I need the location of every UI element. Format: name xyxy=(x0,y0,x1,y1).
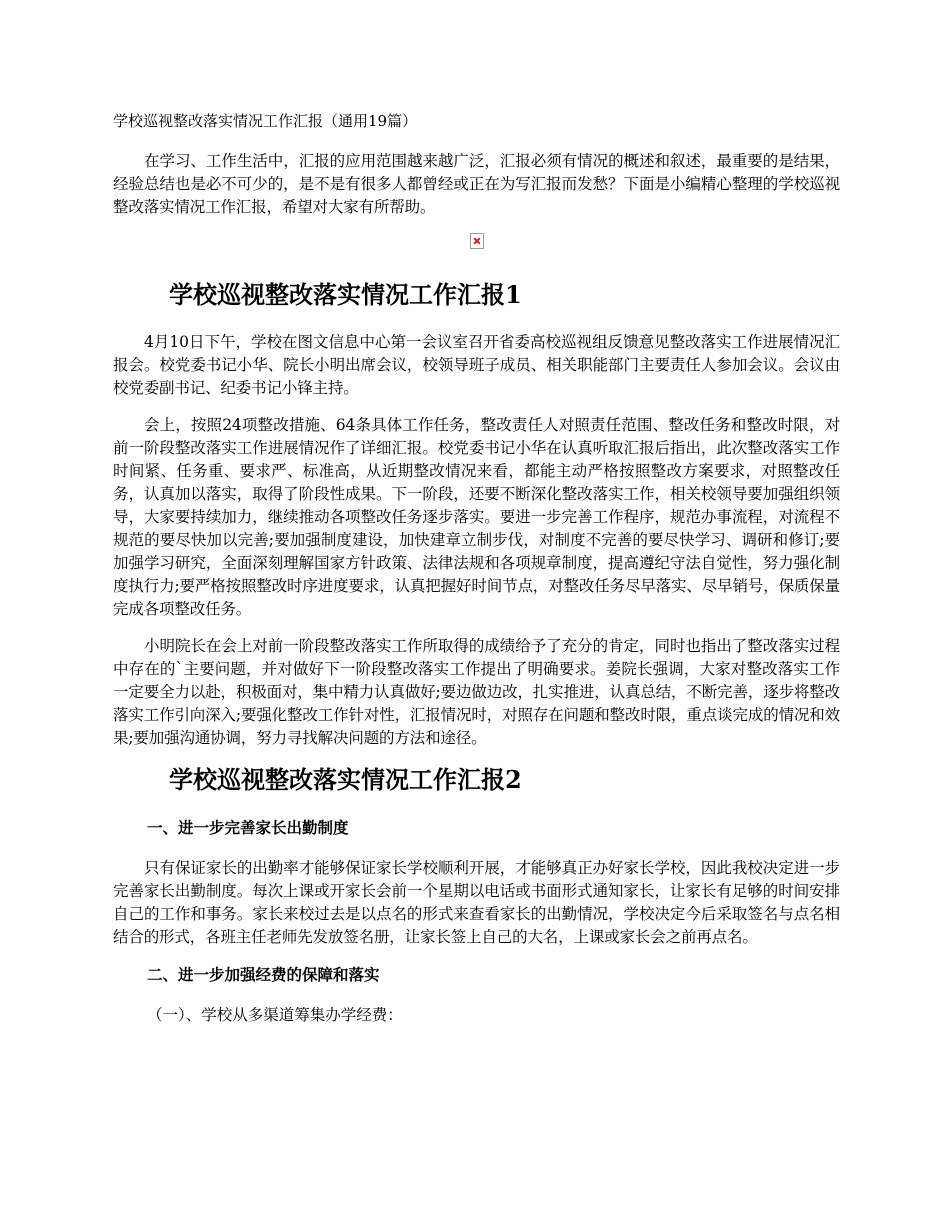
image-placeholder xyxy=(113,233,840,253)
section-heading-2: 学校巡视整改落实情况工作汇报2 xyxy=(169,765,522,794)
document-title: 学校巡视整改落实情况工作汇报（通用19篇） xyxy=(113,112,418,130)
section-1-paragraph-2: 会上，按照24项整改措施、64条具体工作任务，整改责任人对照责任范围、整改任务和整改时限，对前一阶段整改落实工作进展情况作了详细汇报。校党委书记小华在认真听取汇报后指出，此次整改落实工作时间紧、任务重、要求严、标准高，从近期整改情况来看，都能主动严格按照整改方案要求，对照整改任务，认真加以落实，取得了阶段性成果。下一阶段，还要不断深化整改落实工作，相关校领导要加强组织领导，大家要持续加力，继续推动各项整改任务逐步落实。要进一步完善工作程序，规范办事流程，对流程不规范的要尽快加以完善;要加强制度建设，加快建章立制步伐，对制度不完善的要尽快学习、调研和修订;要加强学习研究，全面深刻理解国家方针政策、法律法规和各项规章制度，提高遵纪守法自觉性，努力强化制度执行力;要严格按照整改时序进度要求，认真把握好时间节点，对整改任务尽早落实、尽早销号，保质保量完成各项整改任务。 xyxy=(113,416,840,618)
subheading-attendance: 一、进一步完善家长出勤制度 xyxy=(147,818,349,837)
document-page xyxy=(113,110,840,1027)
subheading-funding-sources: （一）、学校从多渠道筹集办学经费： xyxy=(147,1006,403,1024)
section-1-paragraph-3: 小明院长在会上对前一阶段整改落实工作所取得的成绩给予了充分的肯定，同时也指出了整改落实过程中存在的`主要问题，并对做好下一阶段整改落实工作提出了明确要求。姜院长强调，大家对整改落实工作一定要全力以赴，积极面对，集中精力认真做好;要边做边改，扎实推进，认真总结，不断完善，逐步将整改落实工作引向深入;要强化整改工作针对性，汇报情况时，对照存在问题和整改时限，重点谈完成的情况和效果;要加强沟通协调，努力寻找解决问题的方法和途径。 xyxy=(113,637,840,747)
section-heading-1: 学校巡视整改落实情况工作汇报1 xyxy=(169,280,522,309)
intro-paragraph: 在学习、工作生活中，汇报的应用范围越来越广泛，汇报必须有情况的概述和叙述，最重要的是结果，经验总结也是必不可少的，是不是有很多人都曾经或正在为写汇报而发愁？下面是小编精心整理的学校巡视整改落实情况工作汇报，希望对大家有所帮助。 xyxy=(113,152,840,216)
section-1-paragraph-1: 4月10日下午，学校在图文信息中心第一会议室召开省委高校巡视组反馈意见整改落实工作进展情况汇报会。校党委书记小华、院长小明出席会议，校领导班子成员、相关职能部门主要责任人参加会议。会议由校党委副书记、纪委书记小锋主持。 xyxy=(113,333,840,397)
broken-image-icon xyxy=(470,233,484,249)
subheading-funding: 二、进一步加强经费的保障和落实 xyxy=(147,965,380,984)
section-2-paragraph-1: 只有保证家长的出勤率才能够保证家长学校顺利开展，才能够真正办好家长学校，因此我校决定进一步完善家长出勤制度。每次上课或开家长会前一个星期以电话或书面形式通知家长，让家长有足够的时间安排自己的工作和事务。家长来校过去是以点名的形式来查看家长的出勤情况，学校决定今后采取签名与点名相结合的形式，各班主任老师先发放签名册，让家长签上自己的大名，上课或家长会之前再点名。 xyxy=(113,859,840,946)
